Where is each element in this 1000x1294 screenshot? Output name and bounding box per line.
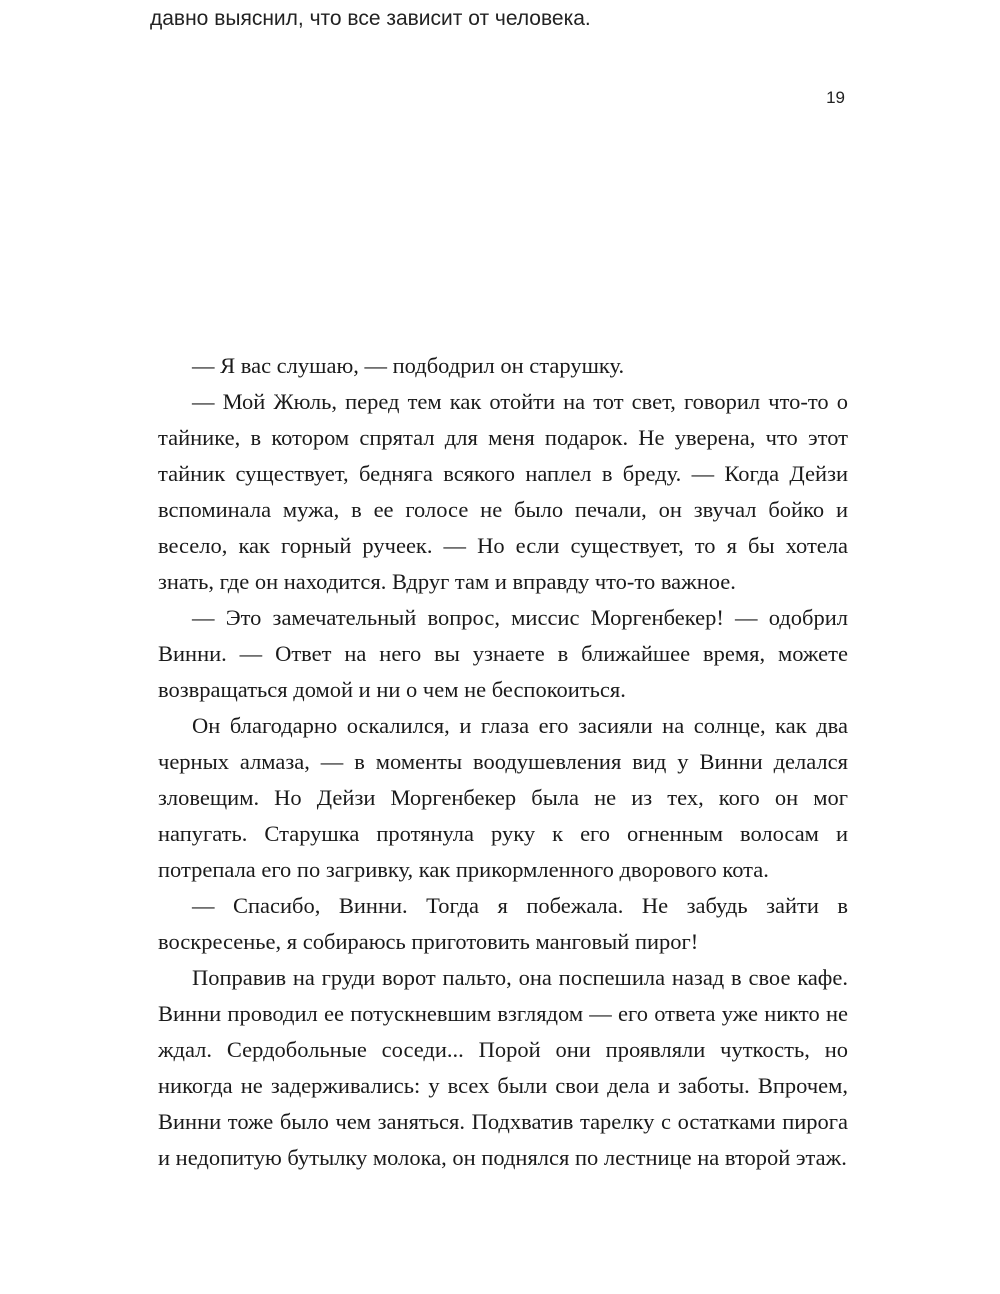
paragraph-1: — Я вас слушаю, — подбодрил он старушку. [192, 353, 625, 378]
paragraph-6: Поправив на груди ворот пальто, она поспешила назад в свое кафе. Винни проводил ее потускневшим взглядом — его ответа уже никто не ждал. Сердобольные соседи... Порой они проявляли чуткость, но никогда не задерживались: у всех были свои дела и заботы. Впрочем, Винни тоже было чем заняться. Подхватив тарелку с остатками пирога и недопитую бутылку молока, он поднялся по лестнице на второй этаж. [158, 965, 848, 1170]
body-text [158, 348, 848, 1176]
paragraph-5: — Спасибо, Винни. Тогда я побежала. Не забудь зайти в воскресенье, я собираюсь приготовить манговый пирог! [158, 893, 848, 954]
paragraph-4: Он благодарно оскалился, и глаза его засияли на солнце, как два черных алмаза, — в моменты воодушевления вид у Винни делался зловещим. Но Дейзи Моргенбекер была не из тех, кого он мог напугать. Старушка протянула руку к его огненным волосам и потрепала его по загривку, как прикормленного дворового кота. [158, 713, 848, 882]
paragraph-3: — Это замечательный вопрос, миссис Моргенбекер! — одобрил Винни. — Ответ на него вы узнаете в ближайшее время, можете возвращаться домой и ни о чем не беспокоиться. [158, 605, 848, 702]
page-number: 19 [826, 88, 845, 107]
previous-page-tail-text: давно выяснил, что все зависит от человека. [150, 7, 591, 30]
paragraph-2: — Мой Жюль, перед тем как отойти на тот свет, говорил что-то о тайнике, в котором спрятал для меня подарок. Не уверена, что этот тайник существует, бедняга всякого наплел в бреду. — Когда Дейзи вспоминала мужа, в ее голосе не было печали, он звучал бойко и весело, как горный ручеек. — Но если существует, то я бы хотела знать, где он находится. Вдруг там и вправду что-то важное. [158, 389, 848, 594]
